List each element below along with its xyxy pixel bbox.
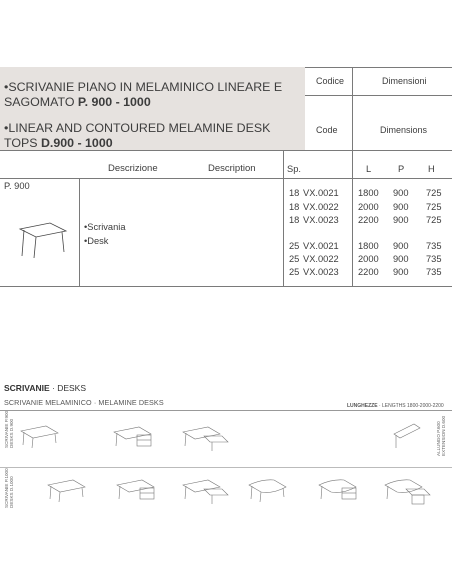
- column-descrizione: Descrizione: [108, 163, 158, 174]
- row-h: 725: [426, 188, 442, 198]
- row-sp: 18: [289, 202, 300, 212]
- row-p: 900: [393, 267, 409, 277]
- row-code: VX.0023: [303, 215, 339, 225]
- row-l: 2200: [358, 267, 379, 277]
- row-code: VX.0022: [303, 202, 339, 212]
- row-sp: 18: [289, 188, 300, 198]
- divider: [0, 410, 452, 411]
- divider: [283, 151, 284, 286]
- desk-return-icon: [182, 479, 230, 507]
- column-sp: Sp.: [287, 164, 301, 174]
- column-l: L: [366, 164, 372, 174]
- section-title: SCRIVANIE · DESKS: [4, 383, 87, 393]
- row-h: 735: [426, 241, 442, 251]
- row-h: 725: [426, 215, 442, 225]
- row-h: 735: [426, 267, 442, 277]
- row-p: 900: [393, 202, 409, 212]
- row-p: 900: [393, 215, 409, 225]
- title-english: •LINEAR AND CONTOURED MELAMINE DESK TOPS D.900 - 1000: [4, 121, 271, 150]
- divider: [305, 95, 452, 96]
- row-p: 900: [393, 241, 409, 251]
- row-code: VX.0021: [303, 241, 339, 251]
- row-l: 2000: [358, 254, 379, 264]
- row-l: 1800: [358, 241, 379, 251]
- desk-plain-icon: [20, 425, 60, 449]
- row-sp: 25: [289, 267, 300, 277]
- divider: [79, 178, 80, 286]
- row1-label: SCRIVANIE P.900 DESKS D.900: [4, 410, 14, 448]
- column-description: Description: [208, 163, 256, 174]
- divider: [352, 151, 353, 286]
- title-italian: •SCRIVANIE PIANO IN MELAMINICO LINEARE E SAGOMATO P. 900 - 1000: [4, 80, 283, 109]
- row-code: VX.0022: [303, 254, 339, 264]
- divider: [352, 67, 353, 150]
- desk-contoured-return-icon: [384, 479, 436, 507]
- row-code: VX.0021: [303, 188, 339, 198]
- subsection-title: SCRIVANIE MELAMINICO · MELAMINE DESKS: [4, 398, 164, 407]
- desk-drawer-icon: [113, 426, 157, 452]
- code-label-en: Code: [316, 125, 338, 135]
- desk-icon: [18, 220, 68, 260]
- column-h: H: [428, 164, 435, 174]
- row-sp: 25: [289, 254, 300, 264]
- divider: [0, 150, 452, 151]
- row2-label: SCRIVANIE P.1000 DESKS D.1000: [4, 468, 14, 508]
- code-label-it: Codice: [316, 76, 345, 86]
- depth-label: P. 900: [4, 181, 30, 191]
- row-l: 2000: [358, 202, 379, 212]
- desk-contoured-drawer-icon: [318, 479, 362, 505]
- product-name-it: •Scrivania: [84, 222, 126, 232]
- desk-plain-icon: [47, 479, 87, 503]
- dimensions-label-en: Dimensions: [380, 125, 428, 135]
- row-h: 725: [426, 202, 442, 212]
- divider: [0, 467, 452, 468]
- column-p: P: [398, 164, 405, 174]
- extension-label: ALLUNGO P.600 EXTENSION D.600: [436, 415, 446, 456]
- desk-contoured-icon: [248, 479, 288, 503]
- row-h: 735: [426, 254, 442, 264]
- desk-drawer-icon: [116, 479, 160, 505]
- dimensions-label-it: Dimensioni: [382, 76, 427, 86]
- divider: [0, 178, 452, 179]
- desk-return-icon: [182, 426, 230, 454]
- extension-icon: [392, 422, 422, 450]
- row-p: 900: [393, 188, 409, 198]
- row-code: VX.0023: [303, 267, 339, 277]
- row-sp: 25: [289, 241, 300, 251]
- row-l: 1800: [358, 188, 379, 198]
- row-p: 900: [393, 254, 409, 264]
- lengths-note: LUNGHEZZE · LENGTHS 1800-2000-2200: [347, 403, 444, 409]
- row-sp: 18: [289, 215, 300, 225]
- product-name-en: •Desk: [84, 236, 109, 246]
- row-l: 2200: [358, 215, 379, 225]
- divider: [0, 286, 452, 287]
- divider: [305, 67, 452, 68]
